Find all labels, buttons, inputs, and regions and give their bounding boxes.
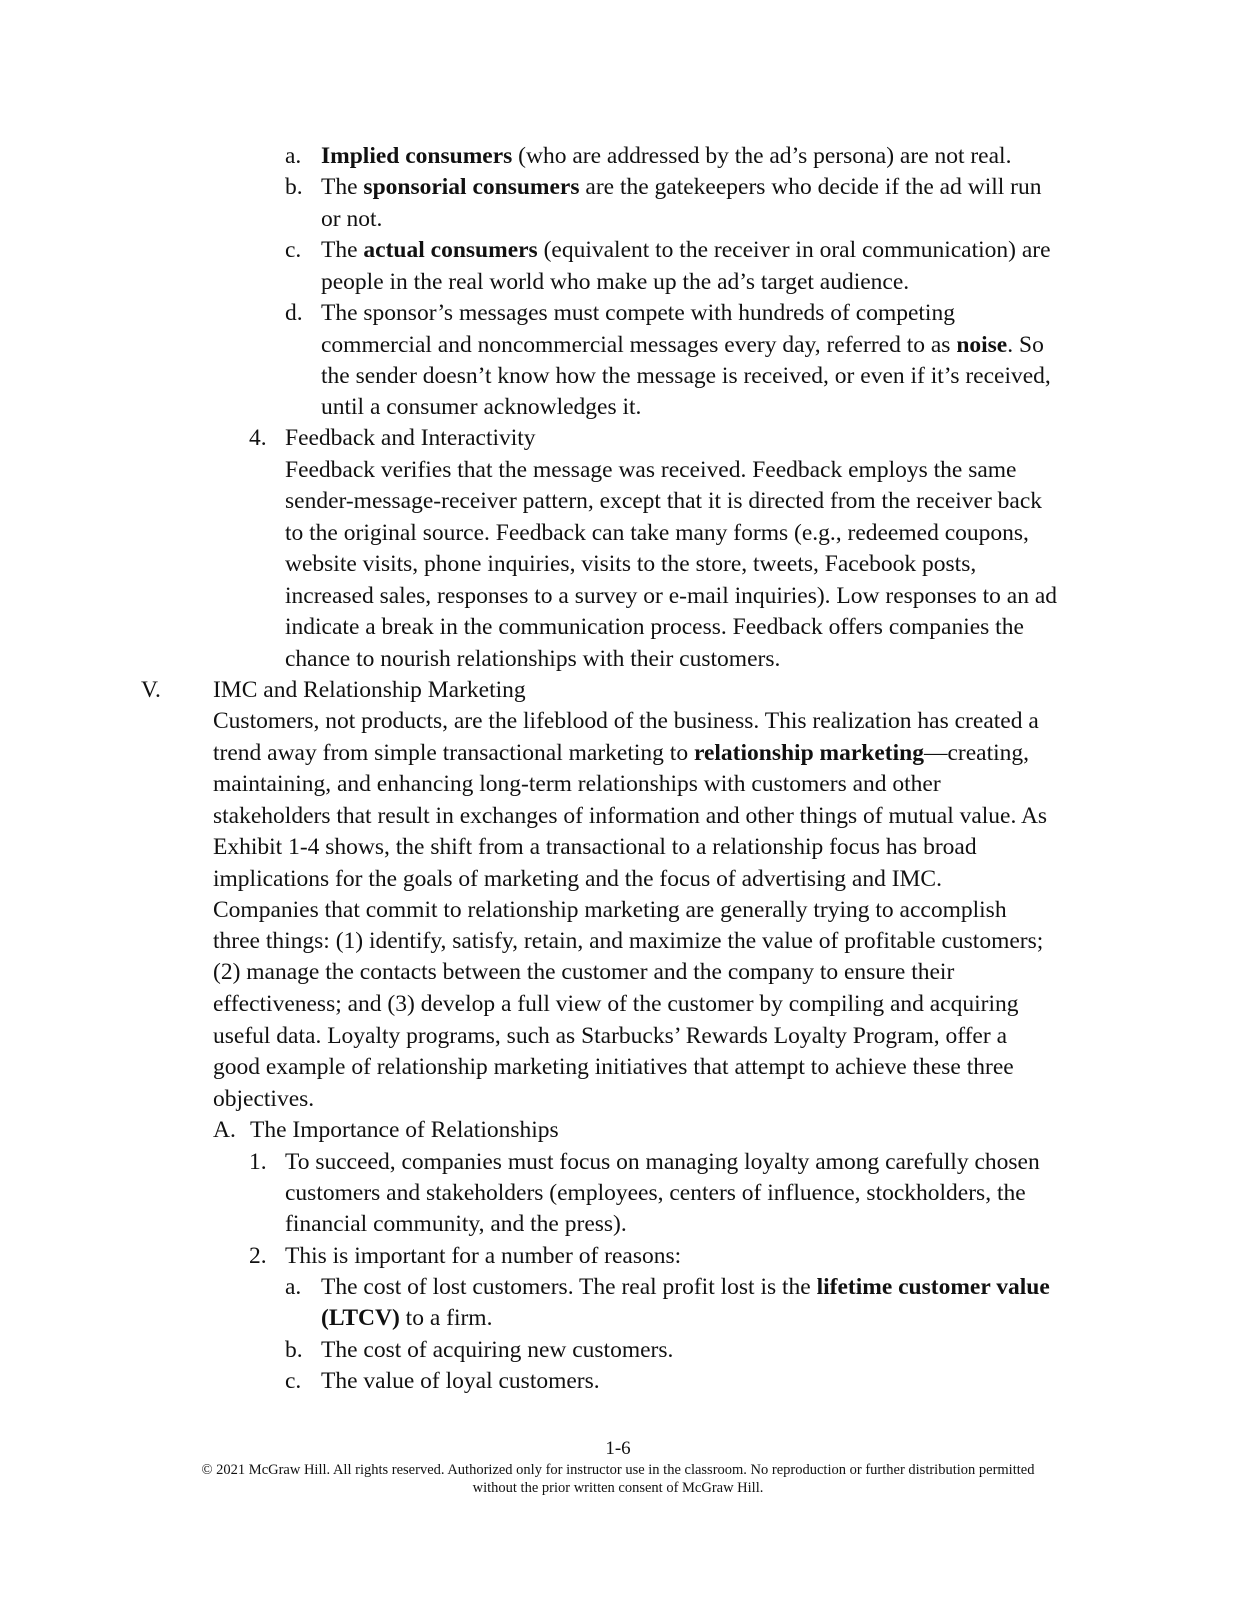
bold-term: actual consumers [363,237,538,263]
paragraph-line: website visits, phone inquiries, visits to the store, tweets, Facebook posts, [285,551,977,577]
bold-term: noise [956,332,1008,358]
paragraph-line: Feedback verifies that the message was received. Feedback employs the same [285,457,1017,483]
paragraph-line: good example of relationship marketing initiatives that attempt to achieve these three [213,1054,1014,1080]
list-marker: d. [285,300,303,326]
paragraph-line: implications for the goals of marketing and the focus of advertising and IMC. [213,866,942,892]
subheading: Feedback and Interactivity [285,425,536,451]
paragraph-line: sender-message-receiver pattern, except that it is directed from the receiver back [285,488,1043,514]
list-marker: 1. [249,1149,267,1175]
paragraph-line: Companies that commit to relationship marketing are generally trying to accomplish [213,897,1007,923]
list-item-text: people in the real world who make up the ad’s target audience. [321,269,910,295]
paragraph-line: increased sales, responses to a survey or e-mail inquiries). Low responses to an ad [285,583,1058,609]
paragraph-line: chance to nourish relationships with their customers. [285,646,781,672]
list-item-text: The cost of lost customers. The real profit lost is the lifetime customer value [321,1274,1050,1300]
list-marker: a. [285,143,302,169]
list-item-text: Implied consumers (who are addressed by the ad’s persona) are not real. [321,143,1012,169]
subheading: The Importance of Relationships [250,1117,559,1143]
paragraph-line: useful data. Loyalty programs, such as Starbucks’ Rewards Loyalty Program, offer a [213,1023,1007,1049]
paragraph-line: stakeholders that result in exchanges of information and other things of mutual value. As [213,803,1048,829]
paragraph-line: three things: (1) identify, satisfy, retain, and maximize the value of profitable customers; [213,928,1044,954]
list-item-text: The value of loyal customers. [321,1368,600,1394]
list-item-text: The sponsor’s messages must compete with hundreds of competing [321,300,955,326]
list-item-text: The sponsorial consumers are the gatekeepers who decide if the ad will run [321,174,1042,200]
page-number: 1-6 [605,1438,631,1459]
copyright-line: without the prior written consent of McGraw Hill. [472,1480,764,1496]
list-item-text: This is important for a number of reasons: [285,1243,682,1269]
paragraph-line: Customers, not products, are the lifeblood of the business. This realization has created a [213,708,1039,734]
list-item-text: (LTCV) to a firm. [321,1305,493,1331]
list-item-text: or not. [321,206,383,232]
section-marker: V. [141,677,161,703]
list-marker: a. [285,1274,302,1300]
list-item-text: commercial and noncommercial messages every day, referred to as noise. So [321,332,1044,358]
list-marker: 2. [249,1243,267,1269]
section-heading: IMC and Relationship Marketing [213,677,526,703]
list-marker: b. [285,174,303,200]
bold-term: lifetime customer value [816,1274,1050,1300]
paragraph-line: (2) manage the contacts between the customer and the company to ensure their [213,959,955,985]
list-item-text: financial community, and the press). [285,1211,627,1237]
copyright-line: © 2021 McGraw Hill. All rights reserved. Authorized only for instructor use in the classroom. No reproduction or further distribution permitted [201,1462,1035,1478]
list-item-text: the sender doesn’t know how the message is received, or even if it’s received, [321,363,1051,389]
bold-term: sponsorial consumers [363,174,580,200]
list-marker: b. [285,1337,303,1363]
bold-term: (LTCV) [321,1305,400,1331]
list-marker: A. [213,1117,236,1143]
paragraph-line: maintaining, and enhancing long-term relationships with customers and other [213,771,941,797]
list-marker: c. [285,237,302,263]
bold-term: relationship marketing [693,740,924,766]
paragraph-line: trend away from simple transactional marketing to relationship marketing—creating, [213,740,1030,766]
list-item-text: customers and stakeholders (employees, centers of influence, stockholders, the [285,1180,1026,1206]
list-item-text: To succeed, companies must focus on managing loyalty among carefully chosen [285,1149,1040,1175]
bold-term: Implied consumers [321,143,513,169]
list-item-text: The actual consumers (equivalent to the receiver in oral communication) are [321,237,1051,263]
list-marker: 4. [249,425,267,451]
paragraph-line: objectives. [213,1086,315,1112]
list-item-text: The cost of acquiring new customers. [321,1337,674,1363]
paragraph-line: effectiveness; and (3) develop a full view of the customer by compiling and acquiring [213,991,1019,1017]
list-item-text: until a consumer acknowledges it. [321,394,642,420]
list-marker: c. [285,1368,302,1394]
paragraph-line: to the original source. Feedback can take many forms (e.g., redeemed coupons, [285,520,1029,546]
paragraph-line: Exhibit 1-4 shows, the shift from a transactional to a relationship focus has broad [213,834,977,860]
paragraph-line: indicate a break in the communication process. Feedback offers companies the [285,614,1024,640]
